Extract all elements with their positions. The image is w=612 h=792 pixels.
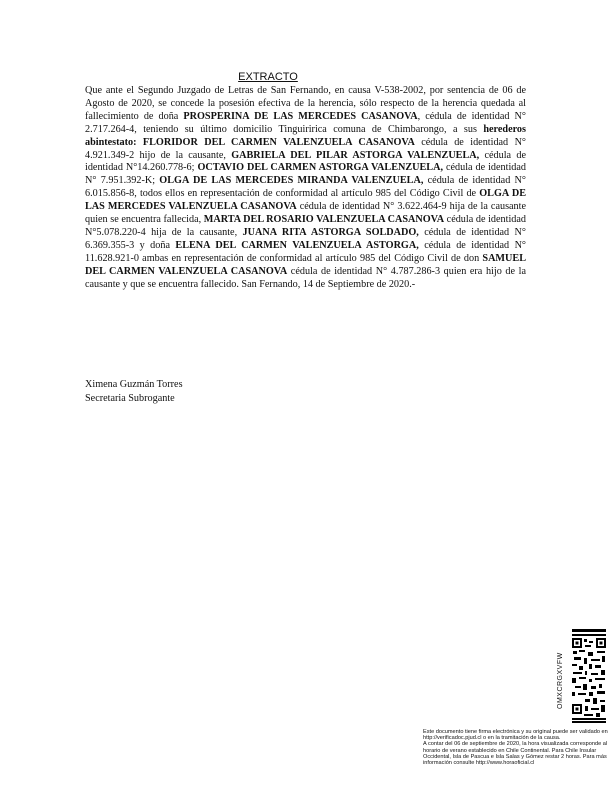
- qr-code-icon: [571, 628, 607, 724]
- text-run-bold: OLGA DE LAS MERCEDES VALENZUELA CASANOVA: [85, 188, 527, 213]
- text-run-bold: PROSPERINA DE LAS MERCEDES CASANOVA: [183, 110, 418, 122]
- verification-code: OMXCRGXVFW: [557, 652, 564, 710]
- text-run-bold: GABRIELA DEL PILAR ASTORGA VALENZUELA,: [231, 149, 480, 161]
- timezone-note: A contar del 06 de septiembre de 2020, la hora visualizada corresponde al horario de verano establecido en Chile Continental. Para Chile Insular Occidental, Isla de Pascua e Isla Salas y Gómez restar 2 horas. Para más información consulte http://www.horaoficial.cl: [423, 741, 608, 767]
- text-run: cédula de identidad N°5.078.220-4 hija de la causante,: [85, 214, 526, 238]
- verification-notice: [423, 729, 609, 766]
- text-run-bold: JUANA RITA ASTORGA SOLDADO,: [242, 226, 419, 238]
- text-run-bold: herederos abintestato: FLORIDOR DEL CARMEN VALENZUELA CASANOVA: [85, 123, 526, 148]
- text-run-bold: OLGA DE LAS MERCEDES MIRANDA VALENZUELA,: [159, 175, 424, 187]
- text-run-bold: MARTA DEL ROSARIO VALENZUELA CASANOVA: [203, 214, 445, 226]
- signatory-name: Ximena Guzmán Torres: [85, 379, 183, 390]
- electronic-signature-note: Este documento tiene firma electrónica y su original puede ser validado en http://verificadoc.pjud.cl o en la tramitación de la causa.: [423, 729, 608, 742]
- text-run: cédula de identidad N° 4.787.286-3 quien era hijo de la causante y que se encuentra fallecido. San Fernando, 14 de Septiembre de 2020.-: [85, 265, 526, 290]
- text-run-bold: SAMUEL DEL CARMEN VALENZUELA CASANOVA: [85, 252, 526, 277]
- text-run: , cédula de identidad N° 2.717.264-4, teniendo su último domicilio Tinguiririca comuna de Chimbarongo, a sus: [85, 110, 526, 135]
- text-run: cédula de identidad N° 6.369.355-3 y doña: [85, 226, 526, 251]
- text-run: cédula de identidad N° 7.951.392-K;: [85, 162, 526, 187]
- text-run: cédula de identidad N° 3.622.464-9 hija de la causante quien se encuentra fallecida,: [85, 201, 526, 226]
- text-run-bold: ELENA DEL CARMEN VALENZUELA ASTORGA,: [175, 239, 419, 251]
- text-run: cédula de identidad N° 11.628.921-0 ambas en representación de conformidad al artículo 985 del Código Civil de don: [85, 239, 527, 264]
- document-title: EXTRACTO: [238, 71, 298, 83]
- text-run: cédula de identidad N° 6.015.856-8, todos ellos en representación de conformidad al artículo 985 del Código Civil de: [85, 175, 526, 200]
- signature-block: [85, 378, 183, 406]
- text-run: cédula de identidad N° 4.921.349-2 hijo de la causante,: [85, 136, 526, 161]
- extract-paragraph: [85, 85, 526, 292]
- text-run: cédula de identidad N°14.260.778-6;: [85, 149, 526, 174]
- signatory-role: Secretaria Subrogante: [85, 393, 175, 404]
- text-run-bold: OCTAVIO DEL CARMEN ASTORGA VALENZUELA,: [197, 162, 443, 174]
- text-run: Que ante el Segundo Juzgado de Letras de San Fernando, en causa V-538-2002, por sentencia de 06 de Agosto de 2020, se concede la posesión efectiva de la herencia, sólo respecto de la herencia quedada al fallecimiento de doña: [85, 85, 526, 122]
